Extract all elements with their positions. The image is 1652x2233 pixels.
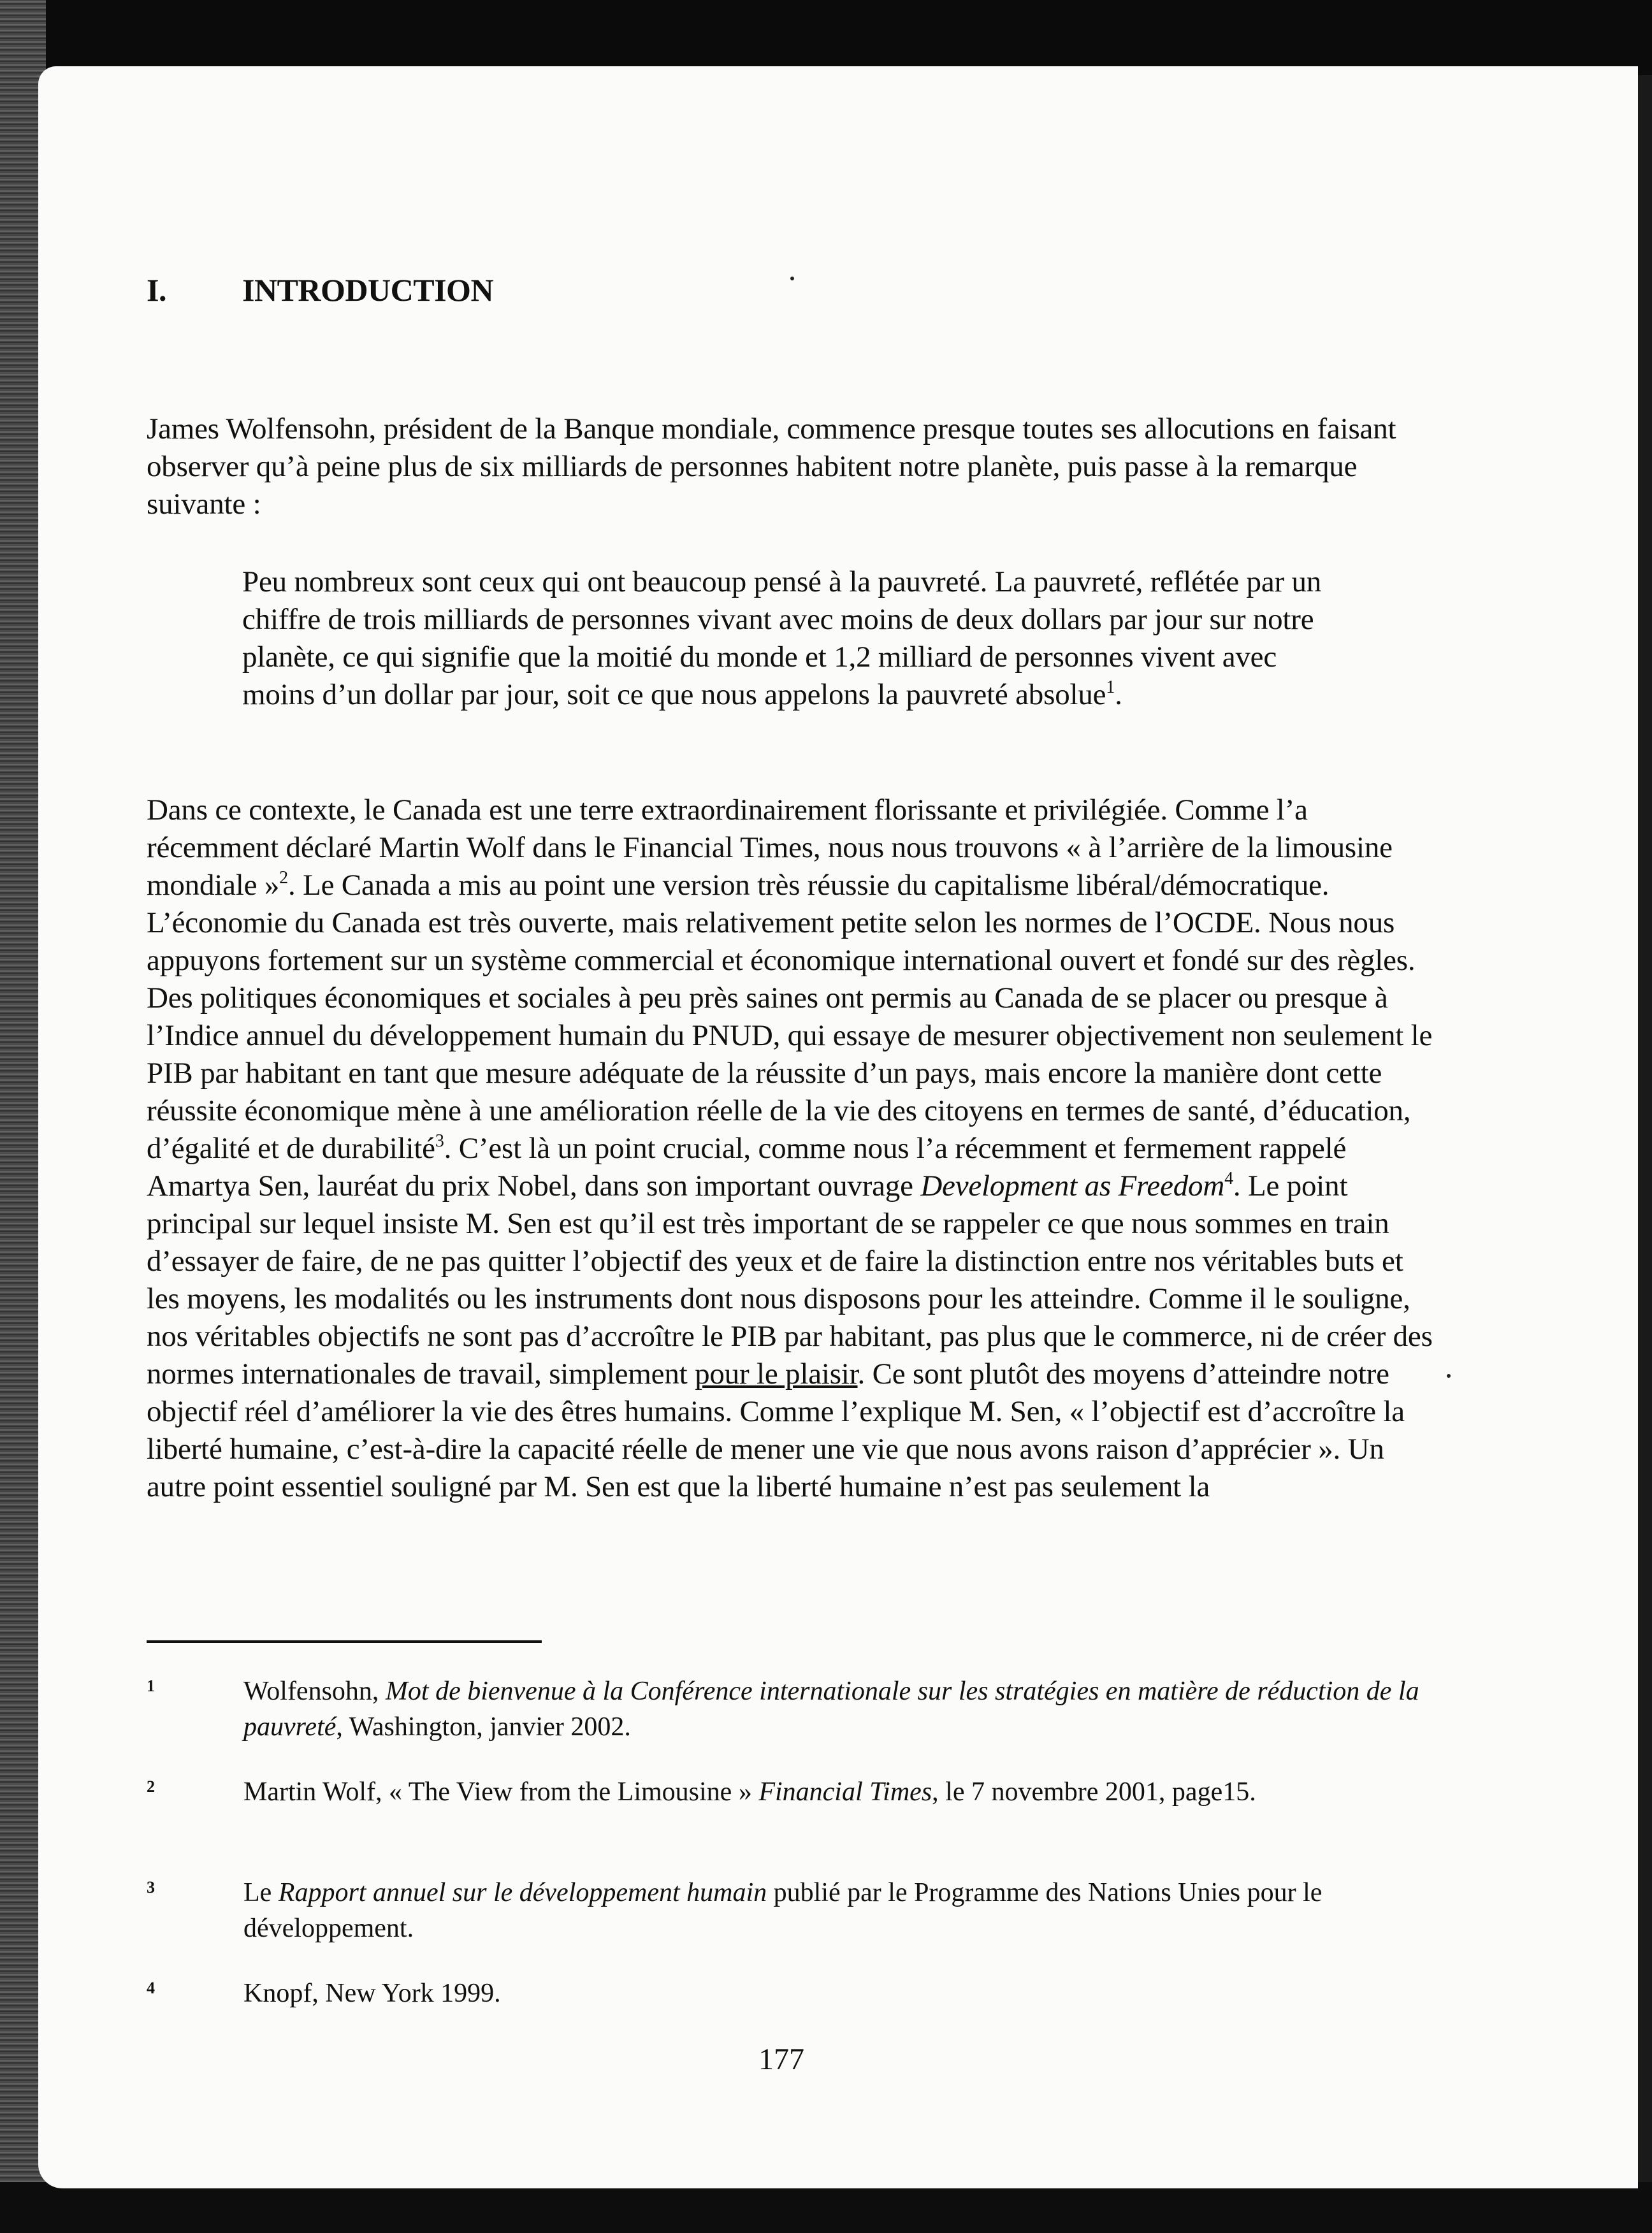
underlined-phrase: pour le plaisir: [695, 1357, 858, 1391]
footnote-ref-2[interactable]: 2: [279, 868, 288, 888]
footnote-italic: Financial Times: [758, 1777, 932, 1807]
footnote-ref-4[interactable]: 4: [1224, 1169, 1233, 1189]
footnote-mark: 4: [147, 1979, 155, 1997]
block-quote: [242, 563, 1326, 714]
section-heading: [147, 271, 493, 308]
footnote-text: , le 7 novembre 2001, page15.: [932, 1777, 1256, 1807]
scan-top-border: [0, 0, 1652, 75]
quote-text: Peu nombreux sont ceux qui ont beaucoup pensé à la pauvreté. La pauvreté, reflétée par un chiffre de trois milliards de personnes vivant avec moins de deux dollars par jour sur notre planète, ce qui signifie que la moitié du monde et 1,2 milliard de personnes vivent avec moins d’un dollar par jour, soit ce que nous appelons la pauvreté absolue: [242, 565, 1322, 711]
paragraph-text: . C’est là un point crucial, comme nous l’a récemment et fermement rappelé Amartya Sen, lauréat du prix Nobel, dans son important ouvrage: [147, 1132, 1347, 1203]
footnote-1: [147, 1673, 1447, 1745]
section-title: INTRODUCTION: [242, 272, 494, 308]
paragraph-text: Dans ce contexte, le Canada est une terre extraordinairement florissante et privilégiée. Comme l’a récemment déclaré Martin Wolf dans le Financial Times, nous nous trouvons « à l’arrière de la limousine mondiale »: [147, 793, 1393, 902]
paragraph-text: . Ce sont plutôt des moyens d’atteindre notre objectif réel d’améliorer la vie des êtres humains. Comme l’explique M. Sen, « l’objectif est d’accroître la liberté humaine, c’est-à-dire la capacité réelle de mener une vie que nous avons raison d’apprécier ». Un autre point essentiel souligné par M. Sen est que la liberté humaine n’est pas seulement la: [147, 1357, 1405, 1503]
footnote-text: Knopf, New York 1999.: [243, 1979, 501, 2008]
paragraph-intro: [147, 410, 1434, 523]
footnote-text: Martin Wolf, « The View from the Limousine »: [243, 1777, 759, 1807]
paragraph-context: [147, 791, 1434, 1506]
paragraph-text: . Le point principal sur lequel insiste M. Sen est qu’il est très important de se rappeler ce que nous sommes en train d’essayer de faire, de ne pas quitter l’objectif des yeux et de faire la distinction entre nos véritables buts et les moyens, les modalités ou les instruments dont nous disposons pour les atteindre. Comme il le souligne, nos véritables objectifs ne sont pas d’accroître le PIB par habitant, pas plus que le commerce, ni de créer des normes internationales de travail, simplement: [147, 1169, 1433, 1391]
quote-end: .: [1115, 678, 1122, 711]
paragraph-text: James Wolfensohn, président de la Banque mondiale, commence presque toutes ses allocutions en faisant observer qu’à peine plus de six milliards de personnes habitent notre planète, puis passe à la remarque suivante :: [147, 412, 1396, 521]
footnote-mark: 3: [147, 1878, 155, 1897]
footnote-divider: [147, 1640, 542, 1643]
book-title: Development as Freedom: [920, 1169, 1225, 1203]
footnote-italic: Mot de bienvenue à la Conférence internationale sur les stratégies en matière de réduction de la pauvreté: [243, 1677, 1419, 1742]
footnote-mark: 1: [147, 1677, 155, 1695]
footnote-ref-3[interactable]: 3: [435, 1131, 444, 1151]
footnote-text: , Washington, janvier 2002.: [336, 1712, 631, 1742]
scan-bottom-border: [0, 2182, 1652, 2233]
footnote-mark: 2: [147, 1777, 155, 1796]
document-page: [38, 66, 1638, 2188]
scan-speck: [790, 277, 794, 280]
footnote-ref-1[interactable]: 1: [1106, 677, 1115, 697]
footnote-4: [147, 1976, 1447, 2011]
scan-speck: [1447, 1374, 1451, 1378]
footnote-3: [147, 1875, 1447, 1946]
footnote-text: Le: [243, 1878, 279, 1907]
footnote-text: Wolfensohn,: [243, 1677, 386, 1706]
paragraph-text: . Le Canada a mis au point une version très réussie du capitalisme libéral/démocratique. L’économie du Canada est très ouverte, mais relativement petite selon les normes de l’OCDE. Nous nous appuyons fortement sur un système commercial et économique international ouvert et fondé sur des règles. Des politiques économiques et sociales à peu près saines ont permis au Canada de se placer ou presque à l’Indice annuel du développement humain du PNUD, qui essaye de mesurer objectivement non seulement le PIB par habitant en tant que mesure adéquate de la réussite d’un pays, mais encore la manière dont cette réussite économique mène à une amélioration réelle de la vie des citoyens en termes de santé, d’éducation, d’égalité et de durabilité: [147, 869, 1433, 1165]
footnote-text: publié par le Programme des Nations Unies pour le développement.: [243, 1878, 1322, 1943]
section-number: I.: [147, 272, 166, 308]
page-number: 177: [758, 2042, 804, 2076]
footnote-italic: Rapport annuel sur le développement humain: [278, 1878, 767, 1907]
footnote-2: [147, 1774, 1447, 1810]
